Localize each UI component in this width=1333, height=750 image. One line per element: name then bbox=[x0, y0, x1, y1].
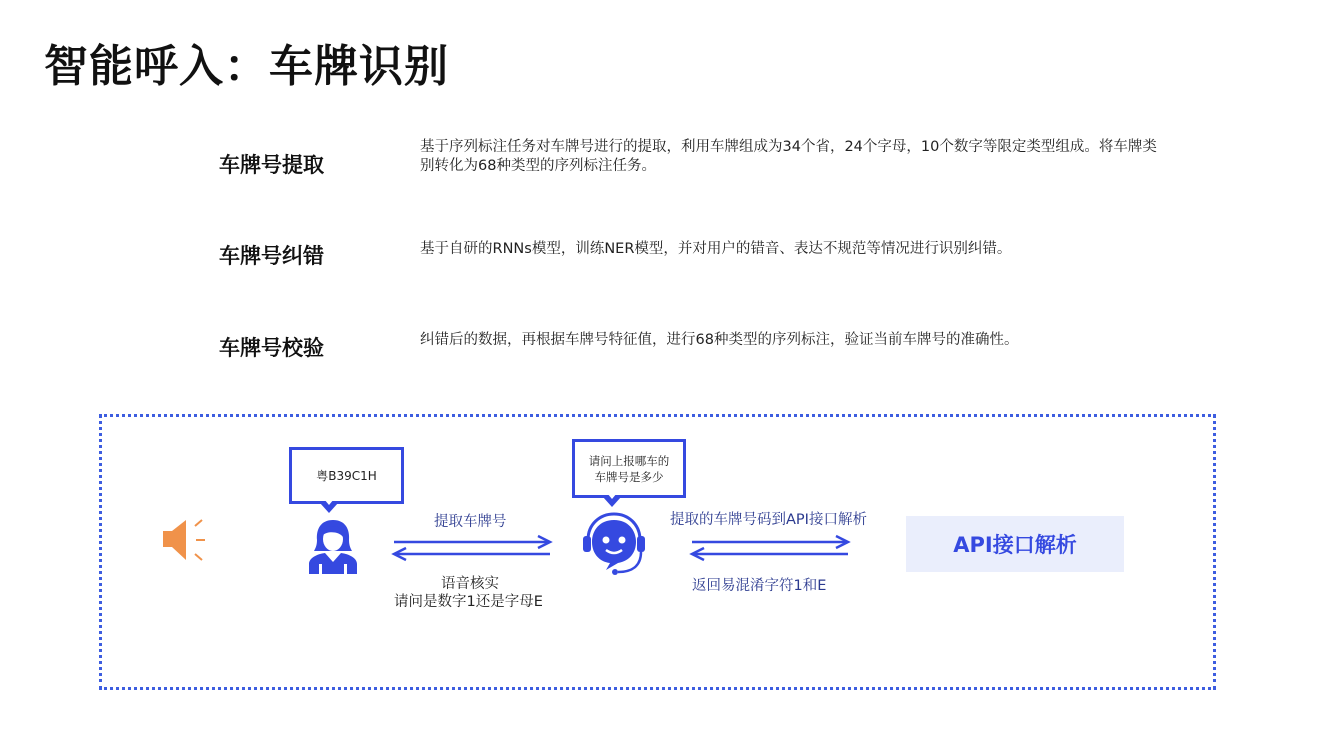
chatbot-headset-icon bbox=[580, 510, 648, 576]
feature-desc-correct: 基于自研的RNNs模型，训练NER模型，并对用户的错音、表达不规范等情况进行识别纠错。 bbox=[420, 241, 1012, 257]
arrow1-bottom-label-1: 语音核实 bbox=[441, 576, 499, 592]
feature-label-correct: 车牌号纠错 bbox=[219, 244, 324, 268]
user-bubble-tail bbox=[320, 503, 338, 513]
double-arrow-icon bbox=[390, 536, 554, 562]
arrow1-top-label: 提取车牌号 bbox=[434, 514, 507, 530]
feature-label-verify: 车牌号校验 bbox=[219, 336, 324, 360]
user-bubble-text: 粤B39C1H bbox=[316, 468, 377, 483]
feature-desc-extract: 基于序列标注任务对车牌号进行的提取，利用车牌组成为34个省，24个字母，10个数字等限定类型组成。将车牌类别转化为68种类型的序列标注任务。 bbox=[420, 139, 1157, 174]
user-avatar-icon bbox=[307, 516, 359, 574]
user-speech-bubble bbox=[289, 447, 404, 504]
speaker-icon bbox=[160, 516, 210, 564]
bot-bubble-tail bbox=[603, 497, 621, 507]
api-parse-box bbox=[906, 516, 1124, 572]
api-box-label: API接口解析 bbox=[953, 533, 1077, 557]
arrow2-bottom-label: 返回易混淆字符1和E bbox=[692, 578, 827, 594]
double-arrow-icon bbox=[688, 536, 852, 562]
bot-bubble-text: 请问上报哪车的车牌号是多少 bbox=[588, 453, 670, 484]
arrow1-bottom-label-2: 请问是数字1还是字母E bbox=[394, 594, 543, 610]
feature-desc-verify: 纠错后的数据，再根据车牌号特征值，进行68种类型的序列标注，验证当前车牌号的准确性。 bbox=[420, 332, 1019, 348]
page-title: 智能呼入：车牌识别 bbox=[44, 41, 449, 92]
bot-speech-bubble bbox=[572, 439, 686, 498]
arrow2-top-label: 提取的车牌号码到API接口解析 bbox=[670, 512, 867, 528]
feature-label-extract: 车牌号提取 bbox=[219, 153, 324, 177]
